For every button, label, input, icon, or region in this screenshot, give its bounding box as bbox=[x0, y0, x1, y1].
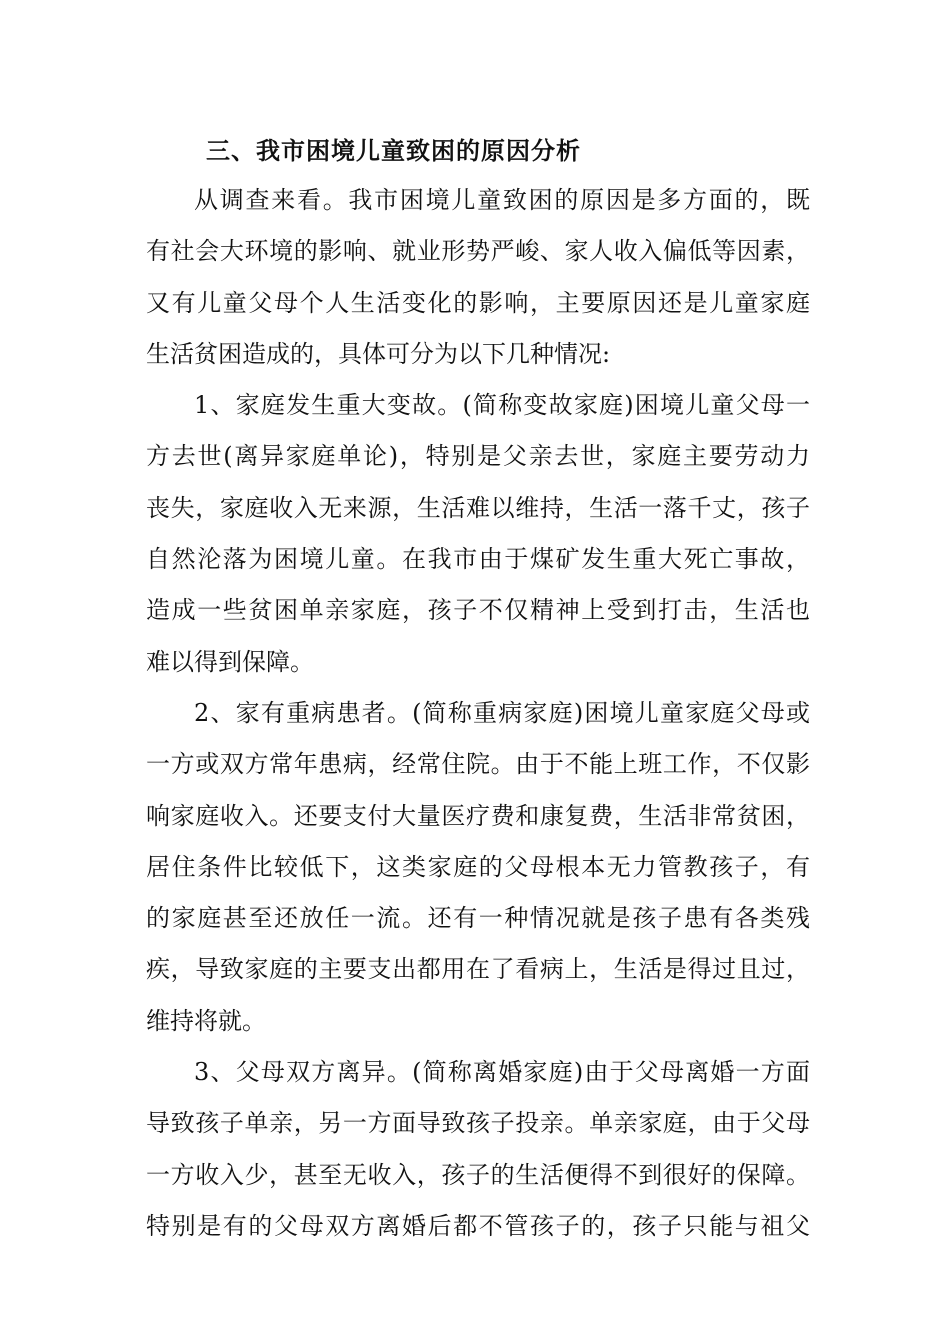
paragraph bbox=[146, 1047, 810, 1252]
paragraph-line: 特别是有的父母双方离婚后都不管孩子的，孩子只能与祖父 bbox=[146, 1211, 810, 1240]
paragraph-line: 一方收入少，甚至无收入，孩子的生活便得不到很好的保障。 bbox=[146, 1160, 810, 1189]
paragraph-line: 难以得到保障。 bbox=[146, 647, 314, 676]
paragraph-line: 导致孩子单亲，另一方面导致孩子投亲。单亲家庭，由于父母 bbox=[146, 1109, 810, 1138]
paragraph-line: 又有儿童父母个人生活变化的影响，主要原因还是儿童家庭 bbox=[146, 288, 810, 317]
paragraph-line: 2、家有重病患者。(简称重病家庭)困境儿童家庭父母或 bbox=[194, 698, 810, 727]
paragraph-line: 有社会大环境的影响、就业形势严峻、家人收入偏低等因素， bbox=[146, 237, 810, 266]
paragraph-line: 自然沦落为困境儿童。在我市由于煤矿发生重大死亡事故， bbox=[146, 545, 810, 574]
paragraph-line: 的家庭甚至还放任一流。还有一种情况就是孩子患有各类残 bbox=[146, 904, 810, 933]
paragraph-line: 一方或双方常年患病，经常住院。由于不能上班工作，不仅影 bbox=[146, 750, 810, 779]
paragraph-line: 响家庭收入。还要支付大量医疗费和康复费，生活非常贫困， bbox=[146, 801, 810, 830]
paragraph-list bbox=[146, 175, 810, 1252]
paragraph bbox=[146, 380, 810, 688]
section-heading: 三、我市困境儿童致困的原因分析 bbox=[206, 137, 581, 165]
paragraph-line: 维持将就。 bbox=[146, 1006, 266, 1035]
paragraph-line: 1、家庭发生重大变故。(简称变故家庭)困境儿童父母一 bbox=[194, 391, 810, 420]
paragraph-line: 3、父母双方离异。(简称离婚家庭)由于父母离婚一方面 bbox=[194, 1058, 810, 1087]
paragraph-line: 方去世(离异家庭单论)，特别是父亲去世，家庭主要劳动力 bbox=[146, 442, 810, 471]
paragraph bbox=[146, 175, 810, 380]
paragraph-line: 疾，导致家庭的主要支出都用在了看病上，生活是得过且过， bbox=[146, 955, 810, 984]
paragraph bbox=[146, 688, 810, 1047]
paragraph-line: 从调查来看。我市困境儿童致困的原因是多方面的，既 bbox=[194, 186, 810, 214]
paragraph-line: 丧失，家庭收入无来源，生活难以维持，生活一落千丈，孩子 bbox=[146, 493, 810, 522]
document-body bbox=[146, 127, 810, 1252]
paragraph-line: 居住条件比较低下，这类家庭的父母根本无力管教孩子，有 bbox=[146, 852, 810, 881]
paragraph-line: 造成一些贫困单亲家庭，孩子不仅精神上受到打击，生活也 bbox=[146, 596, 810, 625]
paragraph-line: 生活贫困造成的，具体可分为以下几种情况: bbox=[146, 339, 611, 368]
